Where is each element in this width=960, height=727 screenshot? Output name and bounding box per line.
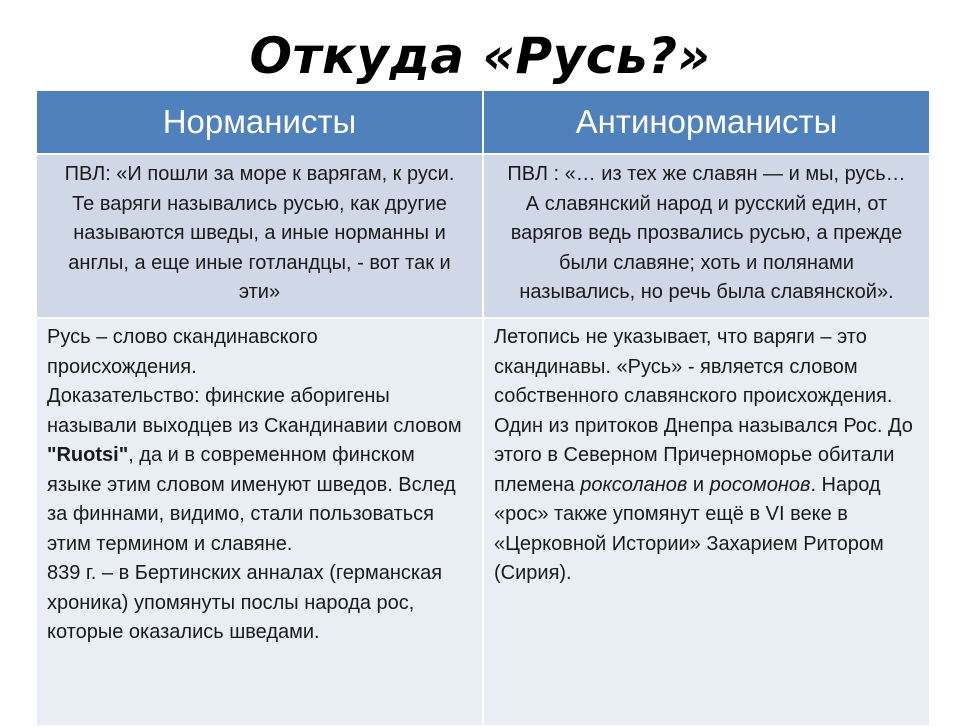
- page-title: Откуда «Русь?»: [249, 27, 711, 85]
- pvl-quote-normanists: ПВЛ: «И пошли за море к варягам, к руси. Те варяги назывались русью, как другие называются шведы, а иные норманны и англы, а еще иные готландцы, - вот так и эти»: [37, 154, 483, 318]
- table-row: [37, 154, 929, 318]
- normanist-arguments: [37, 318, 483, 726]
- roxolani-term: роксоланов: [580, 473, 688, 496]
- header-normanists: Норманисты: [37, 91, 483, 154]
- header-antinormanists: Антинорманисты: [483, 91, 929, 154]
- rosomoni-term: росомонов: [709, 473, 811, 496]
- antinormanist-arguments: [483, 318, 929, 726]
- header-row: [37, 91, 929, 154]
- comparison-table: [37, 91, 929, 727]
- antinormanist-evidence: Один из притоков Днепра назывался Рос. До этого в Северном Причерноморье обитали племена роксоланов и росомонов. Народ «рос» также упомянут ещё в VI веке в «Церковной Истории» Захарием Ритором (Сирия).: [494, 414, 913, 584]
- bertin-annals-note: 839 г. – в Бертинских анналах (германская хроника) упомянуты послы народа рос, которые оказались шведами.: [47, 562, 443, 643]
- normanist-evidence: Доказательство: финские аборигены называли выходцев из Скандинавии словом "Ruotsi", да и в современном финском языке этим словом именуют шведов. Вслед за финнами, видимо, стали пользоваться этим термином и славяне.: [47, 385, 462, 555]
- ruotsi-term: "Ruotsi": [47, 444, 129, 466]
- antinormanist-claim: Летопись не указывает, что варяги – это скандинавы. «Русь» - является словом собственного славянского происхождения.: [494, 326, 893, 407]
- table-row: [37, 318, 929, 726]
- pvl-quote-antinormanists: ПВЛ : «… из тех же славян — и мы, русь… А славянский народ и русский един, от варягов ведь прозвались русью, а прежде были славяне; хоть и полянами назывались, но речь была славянской».: [483, 154, 929, 318]
- normanist-claim: Русь – слово скандинавского происхождения.: [47, 326, 318, 378]
